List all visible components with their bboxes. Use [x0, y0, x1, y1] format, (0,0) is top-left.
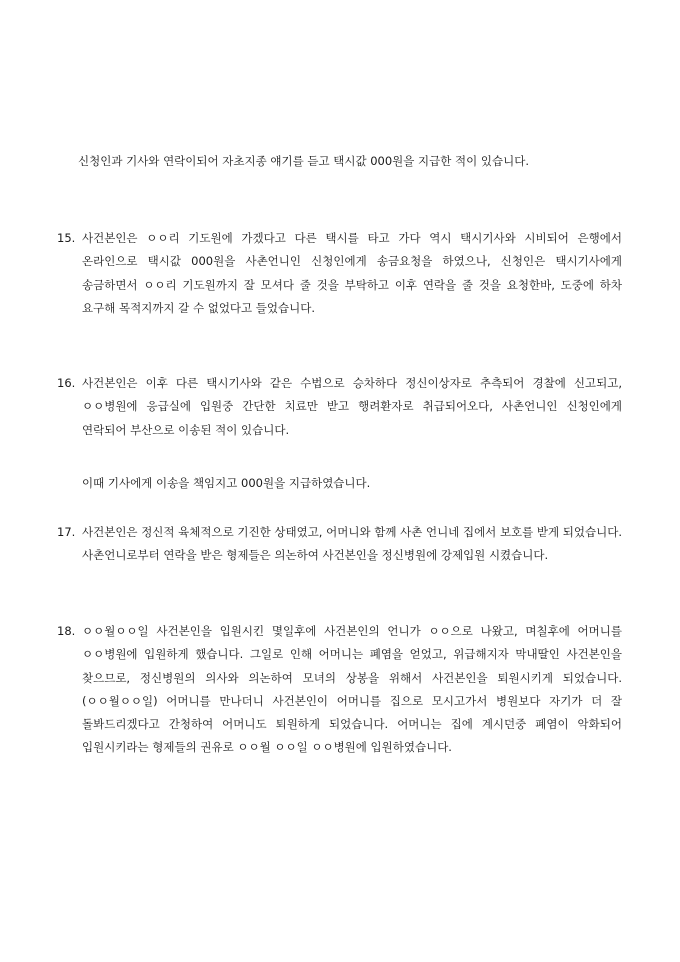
- item-text: 사건본인은 ㅇㅇ리 기도원에 가겠다고 다른 택시를 타고 가다 역시 택시기사와 시비되어 은행에서 온라인으로 택시값 000원을 사촌언니인 신청인에게 송금요청을 하였으나, 신청인은 택시기사에게 송금하면서 ㅇㅇ리 기도원까지 잘 모셔다 줄 것을 부탁하고 이후 연락을 줄 것을 요청한바, 도중에 하차 요구해 목적지까지 갈 수 없었다고 들었습니다.: [82, 231, 622, 315]
- list-item-16: [57, 372, 622, 442]
- note-paragraph: [82, 472, 622, 495]
- intro-paragraph: 신청인과 기사와 연락이되어 자초지종 얘기를 듣고 택시값 000원을 지급한 적이 있습니다.: [78, 154, 529, 168]
- item-number: 17.: [57, 525, 76, 539]
- item-number: 18.: [57, 624, 76, 638]
- item-number: 16.: [57, 376, 76, 390]
- item-text: ㅇㅇ월ㅇㅇ일 사건본인을 입원시킨 몇일후에 사건본인의 언니가 ㅇㅇ으로 나왔고, 며칠후에 어머니를 ㅇㅇ병원에 입원하게 했습니다. 그일로 인해 어머니는 폐염을 얻었고, 위급해지자 막내딸인 사건본인을 찾으므로, 정신병원의 의사와 의논하여 모녀의 상봉을 위해서 사건본인을 퇴원시키게 되었습니다. (ㅇㅇ월ㅇㅇ일) 어머니를 만나더니 사건본인이 어머니를 집으로 모시고가서 병원보다 자기가 더 잘 돌봐드리겠다고 간청하여 어머니도 퇴원하게 되었습니다. 어머니는 집에 계시던중 폐염이 악화되어 입원시키라는 형제들의 권유로 ㅇㅇ월 ㅇㅇ일 ㅇㅇ병원에 입원하였습니다.: [82, 624, 622, 755]
- item-text: 사건본인은 정신적 육체적으로 기진한 상태였고, 어머니와 함께 사촌 언니네 집에서 보호를 받게 되었습니다. 사촌언니로부터 연락을 받은 형제들은 의논하여 사건본인을 정신병원에 강제입원 시켰습니다.: [82, 525, 622, 563]
- item-number: 15.: [57, 231, 76, 245]
- item-text: 이때 기사에게 이송을 책임지고 000원을 지급하였습니다.: [82, 476, 371, 490]
- list-item-18: [57, 620, 622, 760]
- list-item-15: [57, 227, 622, 320]
- item-text: 사건본인은 이후 다른 택시기사와 같은 수법으로 승차하다 정신이상자로 추측되어 경찰에 신고되고, ㅇㅇ병원에 응급실에 입원중 간단한 치료만 받고 행려환자로 취급되어오다, 사촌언니인 신청인에게 연락되어 부산으로 이송된 적이 있습니다.: [82, 376, 622, 437]
- list-item-17: [57, 521, 622, 568]
